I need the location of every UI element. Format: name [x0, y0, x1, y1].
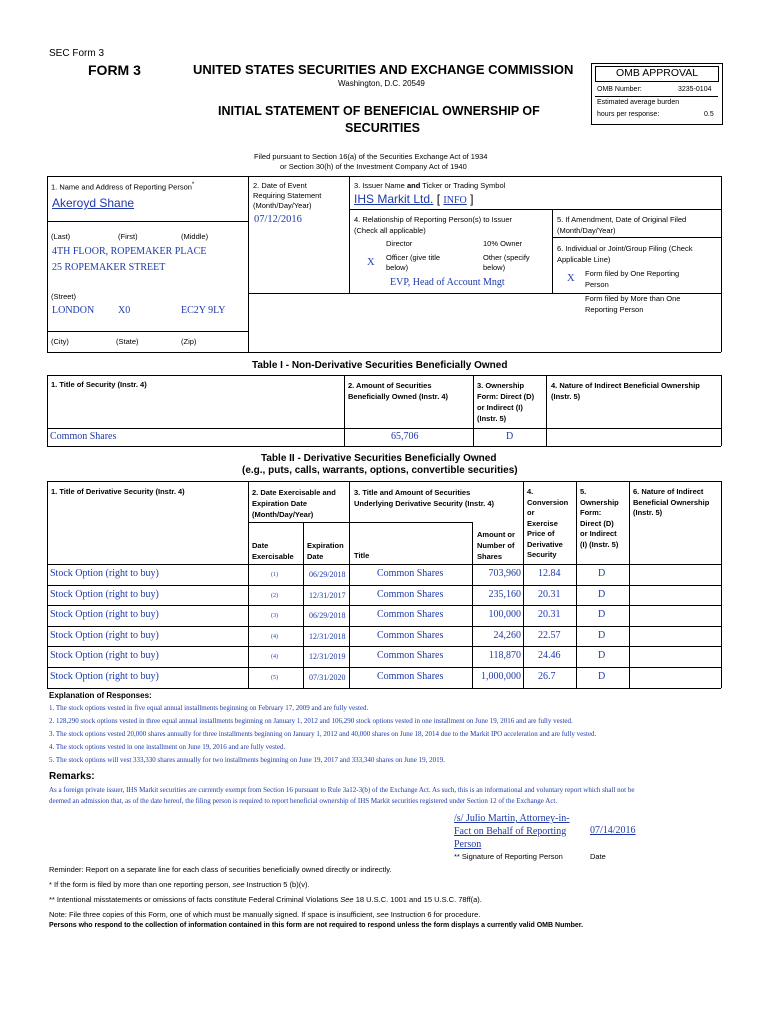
- footer-star-note: * If the form is filed by more than one reporting person, see Instruction 5 (b)(v).: [49, 880, 310, 889]
- officer-label: Officer (give title below): [386, 253, 441, 272]
- expiration-date: 06/29/2018: [309, 570, 346, 579]
- omb-hours-label: hours per response:: [597, 111, 660, 118]
- box5-label: 5. If Amendment, Date of Original Filed (Month/Day/Year): [557, 215, 687, 235]
- underlying-amount: 703,960: [488, 568, 521, 579]
- underlying-title: Common Shares: [377, 671, 444, 682]
- address-line2: 25 ROPEMAKER STREET: [52, 262, 166, 273]
- ten-pct-owner-label: 10% Owner: [483, 239, 523, 248]
- underlying-title: Common Shares: [377, 650, 444, 662]
- explanation-item-5: 5. The stock options will vest 333,330 shares annually for two installments beginning on June 19, 2017 and 333,340 shares on June 19, 2019.: [49, 756, 445, 764]
- ownership-form: D: [598, 650, 606, 662]
- derivative-title: Stock Option (right to buy): [50, 588, 159, 600]
- address-line1: 4TH FLOOR, ROPEMAKER PLACE: [52, 246, 207, 257]
- table1-header-ownership: 3. Ownership Form: Direct (D) or Indirect (I) (Instr. 5): [477, 381, 535, 423]
- table2-header-underlying: 3. Title and Amount of Securities Underlying Derivative Security (Instr. 4): [354, 488, 495, 508]
- ownership-form: D: [598, 568, 606, 579]
- table2-header-ownership: 5. Ownership Form: Direct (D) or Indirect (I) (Instr. 5): [580, 487, 619, 549]
- table2-header-dates: 2. Date Exercisable and Expiration Date (Month/Day/Year): [252, 488, 336, 519]
- remarks-title: Remarks:: [49, 771, 95, 782]
- ownership-form: D: [598, 671, 606, 682]
- statement-title-line1: INITIAL STATEMENT OF BENEFICIAL OWNERSHIP OF: [218, 104, 540, 118]
- box3-label: 3. Issuer Name and Ticker or Trading Symbol: [354, 181, 506, 190]
- table2-header-nature: 6. Nature of Indirect Beneficial Ownership (Instr. 5): [633, 487, 710, 517]
- table2-bottom-border: [47, 688, 721, 689]
- omb-number: 3235-0104: [678, 86, 712, 93]
- conversion-price: 26.7: [538, 671, 556, 682]
- commission-title: UNITED STATES SECURITIES AND EXCHANGE COMMISSION: [193, 62, 574, 77]
- table2-header-title: 1. Title of Derivative Security (Instr. 4): [51, 487, 185, 496]
- table2-sub-date-exercisable: Date Exercisable: [252, 541, 294, 561]
- street-label: (Street): [51, 292, 77, 301]
- expiration-date: 06/29/2018: [309, 611, 346, 621]
- table1-title: Table I - Non-Derivative Securities Beneficially Owned: [252, 360, 508, 371]
- issuer-line: IHS Markit Ltd. [ INFO ]: [354, 192, 474, 206]
- derivative-title: Stock Option (right to buy): [50, 671, 159, 682]
- table2-row-divider: [47, 646, 721, 647]
- underlying-amount: 1,000,000: [481, 671, 521, 682]
- table2-subtitle: (e.g., puts, calls, warrants, options, convertible securities): [242, 465, 518, 476]
- commission-city: Washington, D.C. 20549: [338, 79, 425, 88]
- explanation-list: [49, 702, 729, 767]
- footer-double-star-note: ** Intentional misstatements or omissions of facts constitute Federal Criminal Violations See 18 U.S.C. 1001 and 15 U.S.C. 78ff(a).: [49, 895, 482, 904]
- exercisable-footnote: (3): [271, 613, 278, 620]
- form-number: FORM 3: [88, 62, 141, 78]
- explanation-item-1: 1. The stock options vested in five equal annual installments beginning on February 17, 2009 and are fully vested.: [49, 704, 369, 712]
- ticker-link[interactable]: INFO: [443, 195, 467, 206]
- underlying-amount: 24,260: [493, 629, 521, 641]
- underlying-title: Common Shares: [377, 568, 444, 579]
- ownership-form: D: [598, 609, 606, 621]
- table2-sub-amount: Amount or Number of Shares: [477, 530, 515, 561]
- director-label: Director: [386, 239, 413, 248]
- conversion-price: 12.84: [538, 568, 561, 579]
- signature-label: ** Signature of Reporting Person: [454, 852, 563, 861]
- issuer-name-link[interactable]: IHS Markit Ltd.: [354, 192, 434, 206]
- state-label: (State): [116, 337, 139, 346]
- reporting-person-name-link[interactable]: Akeroyd Shane: [52, 196, 135, 210]
- remarks-text: As a foreign private issuer, IHS Markit securities are currently exempt from Section 16 pursuant to Rule 3a12-3(b) of the Exchange Act. As such, this is an informational and voluntary report which shall not be deemed an admission that, as of the date hereof, the filing person is required to report beneficial ownership of IHS Markit securities registered under Section 12 of the Exchange Act.: [49, 786, 635, 805]
- conversion-price: 22.57: [538, 629, 561, 641]
- sec-form-label: SEC Form 3: [49, 48, 105, 59]
- date-label: Date: [590, 852, 606, 861]
- box6-label: 6. Individual or Joint/Group Filing (Check Applicable Line): [557, 244, 693, 264]
- underlying-amount: 235,160: [488, 588, 521, 600]
- conversion-price: 20.31: [538, 609, 561, 621]
- city-label: (City): [51, 337, 69, 346]
- derivative-title: Stock Option (right to buy): [50, 609, 159, 621]
- signature-block: /s/ Julio Martin, Attorney-in- Fact on Behalf of Reporting Person: [454, 813, 570, 850]
- conversion-price: 20.31: [538, 588, 561, 600]
- omb-burden-label: Estimated average burden: [597, 99, 680, 106]
- zip-label: (Zip): [181, 337, 197, 346]
- filed-pursuant-line1: Filed pursuant to Section 16(a) of the Securities Exchange Act of 1934: [254, 152, 488, 161]
- box2-label: 2. Date of Event Requiring Statement (Month/Day/Year): [253, 181, 322, 210]
- table1-row-amount: 65,706: [391, 431, 419, 442]
- expiration-date: 12/31/2019: [309, 652, 346, 662]
- table2-title: Table II - Derivative Securities Beneficially Owned: [261, 453, 497, 464]
- one-person-label: Form filed by One Reporting Person: [585, 269, 680, 289]
- derivative-title: Stock Option (right to buy): [50, 650, 159, 662]
- city-value: LONDON: [52, 305, 95, 316]
- table2-row-divider: [47, 605, 721, 606]
- table1-header-amount: 2. Amount of Securities Beneficially Owned (Instr. 4): [348, 381, 449, 401]
- signature-date: 07/14/2016: [590, 825, 636, 836]
- omb-title: OMB APPROVAL: [616, 67, 699, 79]
- omb-number-label: OMB Number:: [597, 86, 642, 93]
- ownership-form: D: [598, 588, 606, 600]
- footer-reminder: Reminder: Report on a separate line for each class of securities beneficially owned directly or indirectly.: [49, 865, 392, 874]
- name-last-label: (Last): [51, 232, 71, 241]
- event-date: 07/12/2016: [254, 214, 302, 225]
- officer-title: EVP, Head of Account Mngt: [390, 277, 505, 288]
- expiration-date: 12/31/2018: [309, 631, 346, 641]
- box1-label: 1. Name and Address of Reporting Person*: [51, 182, 195, 192]
- table2-row-divider: [47, 626, 721, 627]
- table2-header-conversion: 4. Conversion or Exercise Price of Derivative Security: [527, 487, 569, 559]
- table2-sub-expiration: Expiration Date: [307, 541, 344, 561]
- box4-label: 4. Relationship of Reporting Person(s) to Issuer (Check all applicable): [354, 215, 512, 235]
- underlying-title: Common Shares: [377, 629, 444, 641]
- explanation-item-2: 2. 128,290 stock options vested in three equal annual installments beginning on January 1, 2012 and 106,290 stock options vested in one installment on June 19, 2016 and are fully vested.: [49, 717, 573, 725]
- exercisable-footnote: (2): [271, 592, 278, 599]
- explanation-item-3: 3. The stock options vested 20,000 shares annually for three installments beginning on January 1, 2012 and 40,000 shares on June 18, 2014 due to the Markit IPO acceleration and are fully vested.: [49, 730, 597, 738]
- underlying-title: Common Shares: [377, 609, 444, 621]
- table1-header-nature: 4. Nature of Indirect Beneficial Ownership (Instr. 5): [551, 381, 700, 401]
- table2-row-divider: [47, 667, 721, 668]
- state-value: X0: [118, 305, 131, 316]
- derivative-title: Stock Option (right to buy): [50, 568, 159, 579]
- expiration-date: 12/31/2017: [309, 590, 346, 600]
- table2-row-divider: [47, 585, 721, 586]
- table1-row-form: D: [506, 431, 514, 442]
- other-label: Other (specify below): [483, 253, 530, 272]
- exercisable-footnote: (4): [271, 633, 278, 640]
- footer-persons: Persons who respond to the collection of information contained in this form are not required to respond unless the form displays a currently valid OMB Number.: [49, 922, 584, 929]
- ownership-form: D: [598, 629, 606, 641]
- explanation-item-4: 4. The stock options vested in one installment on June 19, 2016 and are fully vested.: [49, 743, 286, 751]
- explanation-title: Explanation of Responses:: [49, 691, 152, 700]
- name-first-label: (First): [118, 232, 138, 241]
- table2-sub-title: Title: [354, 551, 370, 560]
- zip-value: EC2Y 9LY: [181, 305, 226, 316]
- name-middle-label: (Middle): [181, 232, 209, 241]
- underlying-title: Common Shares: [377, 588, 444, 600]
- officer-checkmark: X: [367, 257, 375, 268]
- filed-pursuant-line2: or Section 30(h) of the Investment Company Act of 1940: [280, 162, 467, 171]
- multi-person-label: Form filed by More than One Reporting Person: [585, 294, 681, 314]
- footer-note: Note: File three copies of this Form, one of which must be manually signed. If space is insufficient, see Instruction 6 for procedure.: [49, 910, 481, 919]
- table1-row-title: Common Shares: [50, 431, 117, 442]
- exercisable-footnote: (4): [271, 654, 278, 661]
- table1-header-title: 1. Title of Security (Instr. 4): [51, 380, 147, 389]
- omb-hours: 0.5: [704, 111, 714, 118]
- underlying-amount: 118,870: [488, 650, 521, 662]
- exercisable-footnote: (1): [271, 572, 278, 578]
- expiration-date: 07/31/2020: [309, 673, 346, 682]
- exercisable-footnote: (5): [271, 675, 278, 681]
- underlying-amount: 100,000: [488, 609, 521, 621]
- statement-title-line2: SECURITIES: [345, 121, 421, 135]
- derivative-title: Stock Option (right to buy): [50, 629, 159, 641]
- conversion-price: 24.46: [538, 650, 561, 662]
- one-person-checkmark: X: [567, 273, 575, 284]
